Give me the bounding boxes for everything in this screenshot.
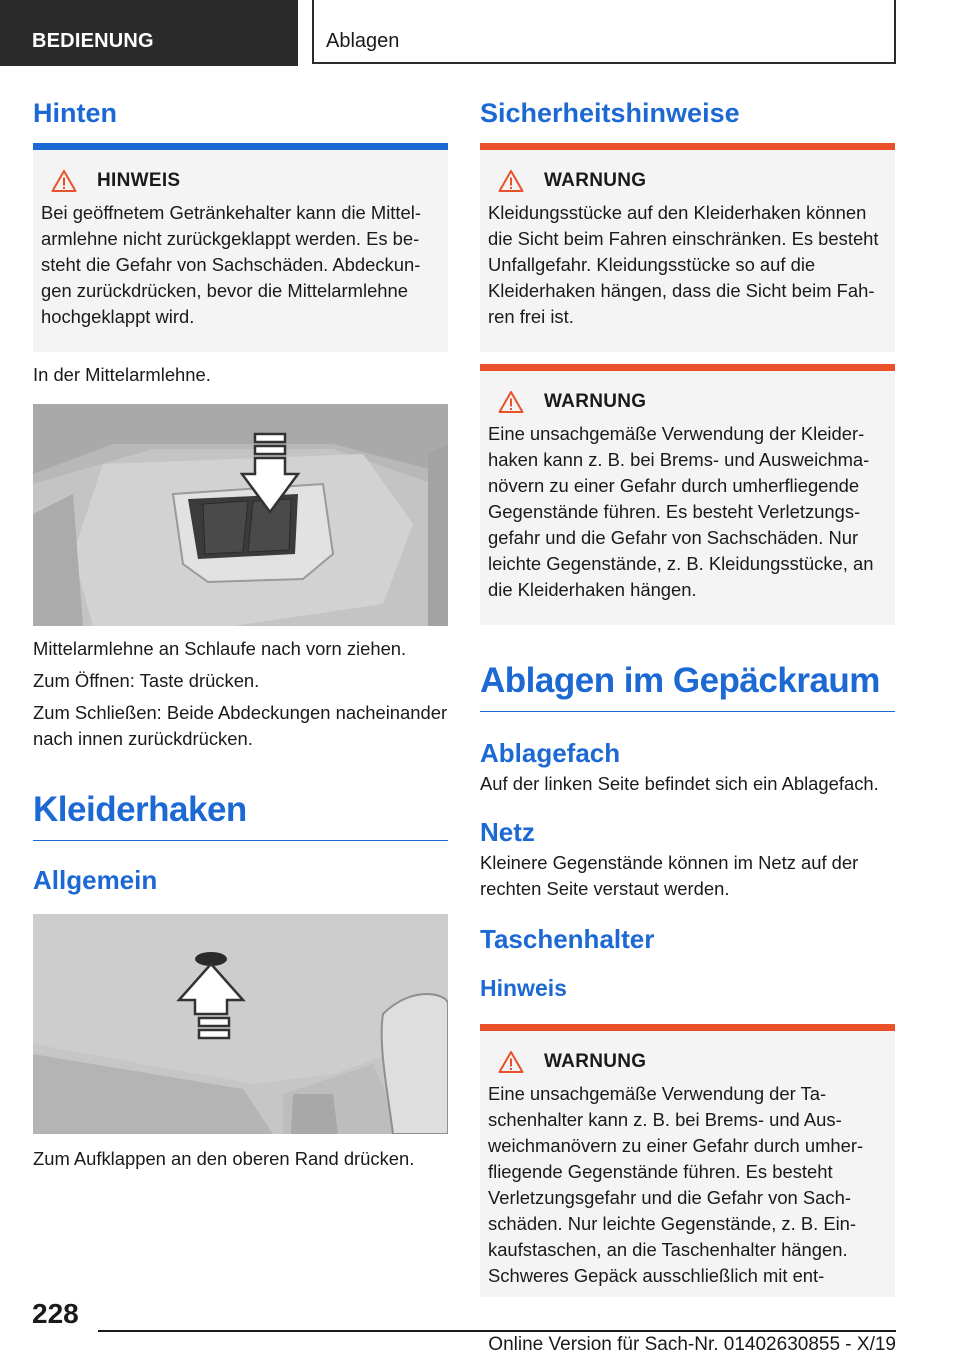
heading-netz: Netz <box>480 817 535 847</box>
paragraph-aufklappen: Zum Aufklappen an den oberen Rand drücken. <box>33 1148 415 1169</box>
warning-text: Eine unsachgemäße Verwendung der Taschenhalter kann z. B. bei Brems- und Ausweichmanövern zu einer Gefahr durch umherfliegende Gegenstände führen. Es besteht Verletzungsgefahr und die Gefahr von Sachschäden. Nur leichte Gegenstände, z. B. Einkaufstaschen, an die Taschenhalter hängen. Schweres Gepäck ausschließlich mit ent- <box>488 1083 864 1286</box>
warning-box-2 <box>480 371 895 625</box>
footer-version-text: Online Version für Sach-Nr. 01402630855 - X/19 <box>488 1334 896 1355</box>
hinweis-label: HINWEIS <box>97 170 181 191</box>
warning-triangle-icon <box>498 1050 524 1074</box>
warning-label: WARNUNG <box>544 170 647 191</box>
warning-text: Eine unsachgemäße Verwendung der Kleiderhaken kann z. B. bei Brems- und Ausweichmanövern zu einer Gefahr durch umherfliegende Gegenstände führen. Es besteht Verletzungsgefahr und die Gefahr von Sachschäden. Nur leichte Gegenstände, z. B. Kleidungsstücke, an die Kleiderhaken hängen. <box>488 423 874 600</box>
heading-kleiderhaken: Kleiderhaken <box>33 790 448 841</box>
warning-triangle-icon <box>498 169 524 193</box>
warning-bar-red <box>480 1024 895 1031</box>
warning-box-3 <box>480 1031 895 1297</box>
warning-label: WARNUNG <box>544 1051 647 1072</box>
heading-sicherheitshinweise: Sicherheitshinweise <box>480 98 740 128</box>
heading-ablagen-gepaeckraum: Ablagen im Gepäckraum <box>480 661 895 712</box>
step-3: Zum Schließen: Beide Abdeckungen nacheinander nach innen zurückdrücken. <box>33 702 448 749</box>
paragraph-netz: Kleinere Gegenstände können im Netz auf der rechten Seite verstaut werden. <box>480 852 859 899</box>
warning-bar-red <box>480 364 895 371</box>
warning-triangle-icon <box>498 390 524 414</box>
warning-bar-red <box>480 143 895 150</box>
right-column <box>480 98 895 1297</box>
step-1: Mittelarmlehne an Schlaufe nach vorn ziehen. <box>33 638 407 659</box>
armrest-photo <box>33 404 448 626</box>
section-tab: BEDIENUNG <box>0 0 298 66</box>
paragraph-mittelarmlehne: In der Mittelarmlehne. <box>33 364 211 385</box>
heading-hinten: Hinten <box>33 98 117 128</box>
heading-taschenhalter: Taschenhalter <box>480 924 655 954</box>
warning-triangle-icon <box>51 169 77 193</box>
note-bar-blue <box>33 143 448 150</box>
footer-divider <box>98 1330 896 1332</box>
step-2: Zum Öffnen: Taste drücken. <box>33 670 260 691</box>
heading-allgemein: Allgemein <box>33 865 158 895</box>
hinweis-text: Bei geöffnetem Getränkehalter kann die Mittelarmlehne nicht zurückgeklappt werden. Es besteht die Gefahr von Sachschäden. Abdeckungen zurückdrücken, bevor die Mittelarmlehne hochgeklappt wird. <box>41 202 421 327</box>
heading-ablagefach: Ablagefach <box>480 738 621 768</box>
page-number: 228 <box>32 1298 79 1329</box>
hinweis-box <box>33 150 448 352</box>
warning-label: WARNUNG <box>544 391 647 412</box>
warning-text: Kleidungsstücke auf den Kleiderhaken können die Sicht beim Fahren einschränken. Es besteht Unfallgefahr. Kleidungsstücke so auf die Kleiderhaken hängen, dass die Sicht beim Fahren frei ist. <box>488 202 879 327</box>
heading-hinweis: Hinweis <box>480 975 567 1001</box>
page-header <box>0 0 960 66</box>
chapter-title: Ablagen <box>312 0 896 64</box>
coat-hook-photo <box>33 914 448 1134</box>
warning-box-1 <box>480 150 895 352</box>
paragraph-ablagefach: Auf der linken Seite befindet sich ein Ablagefach. <box>480 773 879 794</box>
left-column <box>33 98 448 1172</box>
